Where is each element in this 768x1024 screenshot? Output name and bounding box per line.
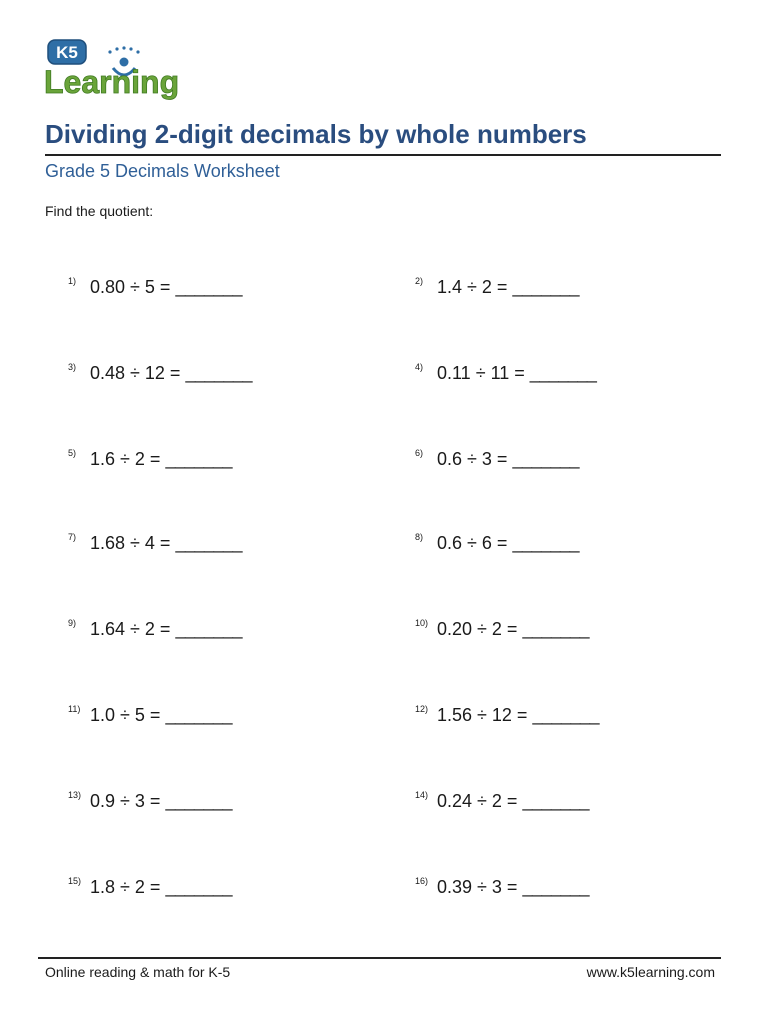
problem-number: 3) xyxy=(68,362,77,372)
problem-number: 6) xyxy=(415,448,424,458)
problem-number: 15) xyxy=(68,876,82,886)
problem-6 xyxy=(415,448,579,470)
problem-expression: 0.20 ÷ 2 = xyxy=(437,619,518,639)
problem-number: 13) xyxy=(68,790,82,800)
k5-learning-logo xyxy=(44,38,184,100)
answer-blank[interactable]: _______ xyxy=(165,449,233,469)
problem-2 xyxy=(415,276,579,298)
answer-blank[interactable]: _______ xyxy=(522,877,590,897)
instructions: Find the quotient: xyxy=(45,203,154,219)
problem-number: 5) xyxy=(68,448,77,458)
problem-number: 1) xyxy=(68,276,77,286)
problem-number: 12) xyxy=(415,704,429,714)
answer-blank[interactable]: _______ xyxy=(522,619,590,639)
problem-expression: 0.48 ÷ 12 = xyxy=(90,363,181,383)
problem-3 xyxy=(68,362,252,384)
answer-blank[interactable]: _______ xyxy=(522,791,590,811)
problem-4 xyxy=(415,362,596,384)
problem-number: 2) xyxy=(415,276,424,286)
problem-number: 11) xyxy=(68,704,81,714)
answer-blank[interactable]: _______ xyxy=(175,619,243,639)
answer-blank[interactable]: _______ xyxy=(512,277,580,297)
problem-number: 8) xyxy=(415,532,424,542)
answer-blank[interactable]: _______ xyxy=(532,705,600,725)
problem-11 xyxy=(68,704,232,726)
problem-expression: 1.64 ÷ 2 = xyxy=(90,619,171,639)
answer-blank[interactable]: _______ xyxy=(512,449,580,469)
problem-9 xyxy=(68,618,242,640)
problem-14 xyxy=(415,790,589,812)
logo-badge-text: K5 xyxy=(56,43,78,62)
problem-expression: 0.24 ÷ 2 = xyxy=(437,791,518,811)
problem-1 xyxy=(68,276,242,298)
problem-expression: 0.11 ÷ 11 = xyxy=(437,363,525,383)
problem-8 xyxy=(415,532,579,554)
answer-blank[interactable]: _______ xyxy=(512,533,580,553)
problem-7 xyxy=(68,532,242,554)
problem-number: 16) xyxy=(415,876,429,886)
problem-13 xyxy=(68,790,232,812)
problem-number: 14) xyxy=(415,790,429,800)
problem-expression: 1.56 ÷ 12 = xyxy=(437,705,528,725)
answer-blank[interactable]: _______ xyxy=(165,877,233,897)
problem-expression: 1.4 ÷ 2 = xyxy=(437,277,508,297)
page-title: Dividing 2-digit decimals by whole numbers xyxy=(45,119,587,149)
problem-number: 4) xyxy=(415,362,424,372)
problem-expression: 0.39 ÷ 3 = xyxy=(437,877,518,897)
answer-blank[interactable]: _______ xyxy=(165,791,233,811)
problem-5 xyxy=(68,448,232,470)
answer-blank[interactable]: _______ xyxy=(529,363,597,383)
footer-website: www.k5learning.com xyxy=(586,964,715,980)
problem-expression: 1.0 ÷ 5 = xyxy=(90,705,161,725)
answer-blank[interactable]: _______ xyxy=(185,363,253,383)
problem-number: 10) xyxy=(415,618,429,628)
logo-word-text: Learning xyxy=(44,64,180,100)
answer-blank[interactable]: _______ xyxy=(165,705,233,725)
problem-expression: 0.80 ÷ 5 = xyxy=(90,277,171,297)
worksheet-subtitle: Grade 5 Decimals Worksheet xyxy=(45,161,280,181)
title-divider xyxy=(45,154,721,156)
footer-divider xyxy=(38,957,721,959)
problem-10 xyxy=(415,618,589,640)
problem-12 xyxy=(415,704,599,726)
problem-expression: 1.6 ÷ 2 = xyxy=(90,449,161,469)
problem-number: 9) xyxy=(68,618,77,628)
answer-blank[interactable]: _______ xyxy=(175,533,243,553)
problem-16 xyxy=(415,876,589,898)
problem-expression: 1.8 ÷ 2 = xyxy=(90,877,161,897)
problem-number: 7) xyxy=(68,532,77,542)
footer-tagline: Online reading & math for K-5 xyxy=(45,964,231,980)
problem-expression: 0.6 ÷ 3 = xyxy=(437,449,508,469)
answer-blank[interactable]: _______ xyxy=(175,277,243,297)
problem-expression: 0.6 ÷ 6 = xyxy=(437,533,508,553)
problem-expression: 1.68 ÷ 4 = xyxy=(90,533,171,553)
problem-expression: 0.9 ÷ 3 = xyxy=(90,791,161,811)
problem-15 xyxy=(68,876,232,898)
